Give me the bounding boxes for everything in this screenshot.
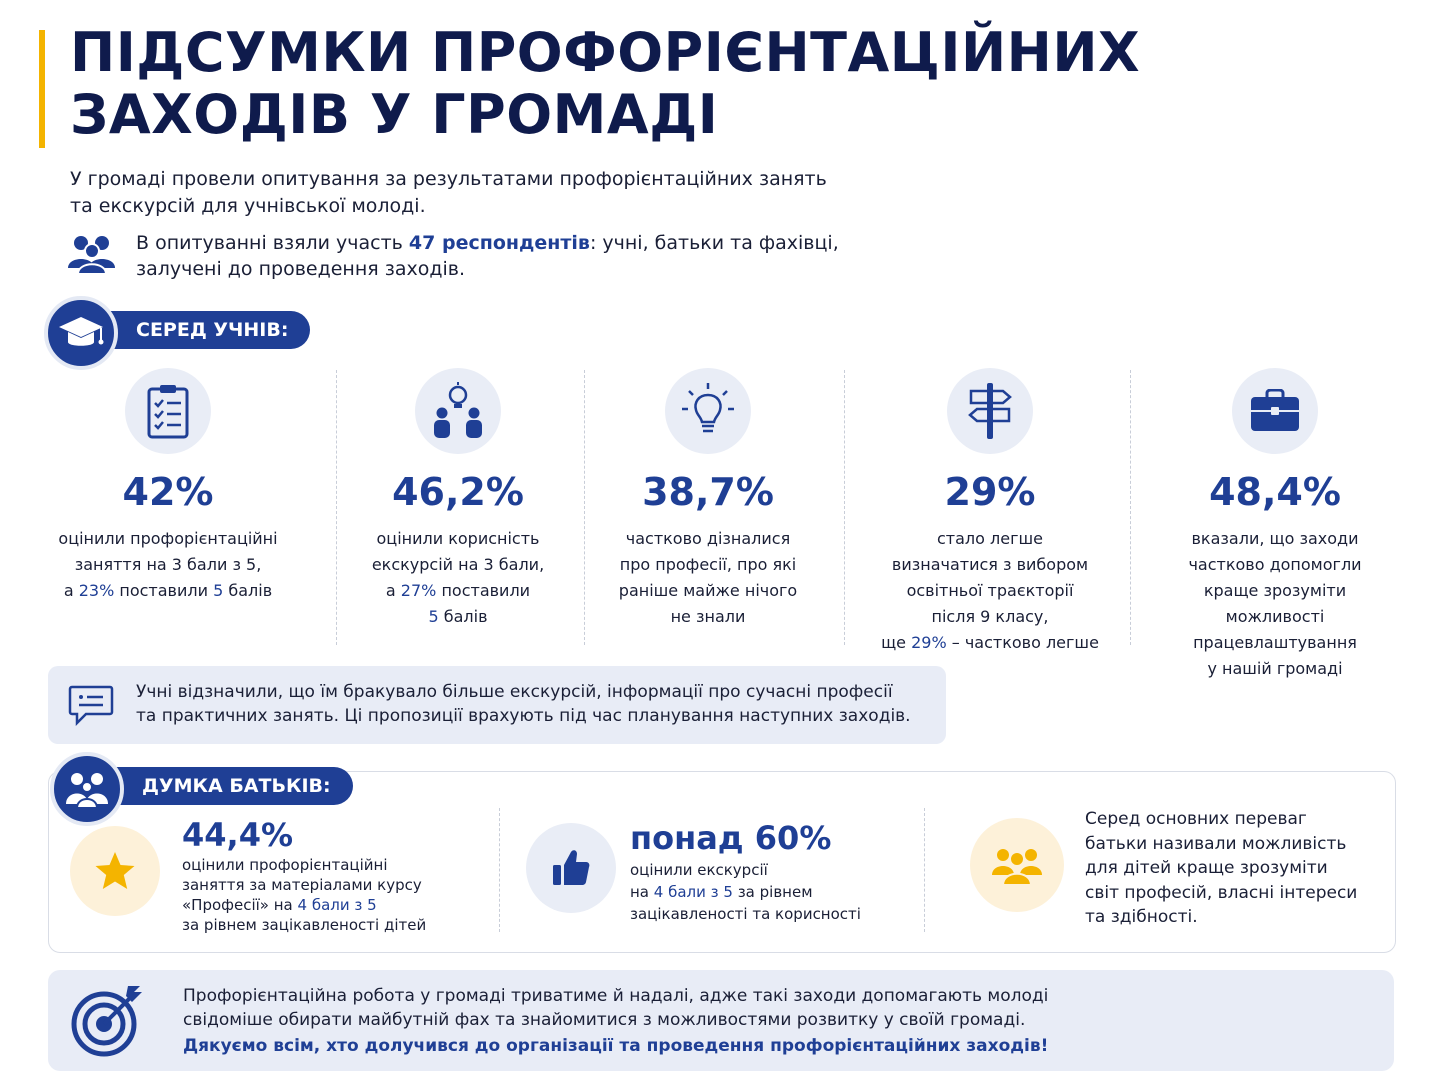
graduation-cap-icon bbox=[44, 296, 118, 370]
note-text bbox=[136, 680, 936, 728]
group-icon bbox=[970, 818, 1064, 912]
stat-line: частково дізналися bbox=[625, 529, 791, 548]
students-stat-1 bbox=[48, 368, 288, 604]
stat-highlight: 29% bbox=[911, 633, 947, 652]
respondents-icon bbox=[66, 234, 118, 274]
stat-description bbox=[596, 526, 820, 630]
stat-highlight: 27% bbox=[400, 581, 437, 600]
stat-line: не знали bbox=[670, 607, 746, 626]
parents-value-prefix: понад bbox=[630, 819, 755, 857]
title-line-1: ПІДСУМКИ ПРОФОРІЄНТАЦІЙНИХ bbox=[70, 21, 1141, 84]
parents-section-label: ДУМКА БАТЬКІВ: bbox=[94, 767, 353, 805]
lightbulb-icon bbox=[665, 368, 751, 454]
respondents-post: : учні, батьки та фахівці, bbox=[589, 232, 839, 254]
stat-line: частково допомогли bbox=[1188, 555, 1362, 574]
chat-bubble-icon bbox=[68, 684, 114, 726]
parents-stat-1-value: 44,4% bbox=[182, 816, 294, 854]
parents-highlight: 4 бали з 5 bbox=[297, 896, 377, 914]
stat-line: екскурсій на 3 бали, bbox=[371, 555, 545, 574]
stat-line: стало легше bbox=[937, 529, 1043, 548]
parents-stat-2-value bbox=[630, 818, 831, 858]
parents-stat-2-text bbox=[630, 859, 910, 925]
stat-line: балів bbox=[223, 581, 273, 600]
stat-description bbox=[344, 526, 572, 630]
students-feedback-note bbox=[48, 666, 946, 744]
students-stat-5 bbox=[1160, 368, 1390, 682]
students-stat-3 bbox=[596, 368, 820, 630]
note-line-1: Учні відзначили, що їм бракувало більше екскурсій, інформації про сучасні професії bbox=[136, 682, 893, 702]
checklist-icon bbox=[125, 368, 211, 454]
students-section-label: СЕРЕД УЧНІВ: bbox=[88, 311, 310, 349]
intro-line-2: та екскурсій для учнівської молоді. bbox=[70, 195, 426, 217]
intro-text bbox=[70, 166, 890, 220]
respondents-text bbox=[136, 230, 896, 282]
stat-line: вказали, що заходи bbox=[1191, 529, 1359, 548]
people-idea-icon bbox=[415, 368, 501, 454]
stat-description bbox=[48, 526, 288, 604]
students-stat-2 bbox=[344, 368, 572, 630]
note-line-2: та практичних занять. Ці пропозиції врахують під час планування наступних заходів. bbox=[136, 706, 911, 726]
divider bbox=[499, 808, 500, 932]
stat-value: 42% bbox=[122, 470, 214, 514]
stat-line: визначатися з вибором bbox=[891, 555, 1089, 574]
stat-line: поставили bbox=[436, 581, 531, 600]
parents-line: «Професії» на bbox=[182, 896, 298, 914]
target-icon bbox=[70, 982, 146, 1060]
stat-line: після 9 класу, bbox=[931, 607, 1049, 626]
stat-line: ще bbox=[881, 633, 912, 652]
stat-value: 38,7% bbox=[642, 470, 774, 514]
stat-line: а bbox=[385, 581, 401, 600]
title-line-2: ЗАХОДІВ У ГРОМАДІ bbox=[70, 83, 719, 146]
parents-line: для дітей краще зрозуміти bbox=[1085, 858, 1328, 878]
stat-line: – частково легше bbox=[946, 633, 1099, 652]
divider bbox=[584, 370, 585, 645]
footer-text bbox=[183, 984, 1363, 1032]
stat-line: заняття на 3 бали з 5, bbox=[74, 555, 262, 574]
thumbs-up-icon bbox=[526, 823, 616, 913]
parents-line: за рівнем зацікавленості дітей bbox=[182, 916, 427, 934]
stat-line: раніше майже нічого bbox=[618, 581, 798, 600]
briefcase-icon bbox=[1232, 368, 1318, 454]
stat-value: 29% bbox=[944, 470, 1036, 514]
stat-line: освітньої траєкторії bbox=[906, 581, 1074, 600]
stat-line: поставили bbox=[114, 581, 214, 600]
stat-line: оцінили профорієнтаційні bbox=[58, 529, 278, 548]
parents-line: Серед основних переваг bbox=[1085, 809, 1307, 829]
stat-highlight: 5 bbox=[428, 607, 439, 626]
page-title bbox=[70, 22, 1140, 146]
stat-description bbox=[858, 526, 1122, 656]
parents-line: світ професій, власні інтереси bbox=[1085, 882, 1358, 903]
parents-line: заняття за матеріалами курсу bbox=[182, 876, 422, 894]
divider bbox=[924, 808, 925, 932]
parents-icon bbox=[50, 752, 124, 826]
divider bbox=[844, 370, 845, 645]
footer-box bbox=[48, 970, 1394, 1071]
divider bbox=[336, 370, 337, 645]
parents-stat-3-text bbox=[1085, 807, 1385, 930]
stat-line: можливості bbox=[1225, 607, 1325, 626]
respondents-count: 47 респондентів bbox=[408, 232, 590, 254]
footer-line-1: Профорієнтаційна робота у громаді триватиме й надалі, адже такі заходи допомагають молоді bbox=[183, 986, 1049, 1006]
parents-highlight: 4 бали з 5 bbox=[653, 883, 733, 901]
respondents-pre: В опитуванні взяли участь bbox=[136, 232, 409, 254]
intro-line-1: У громаді провели опитування за результатами профорієнтаційних занять bbox=[70, 168, 827, 190]
footer-line-2: свідоміше обирати майбутній фах та знайомитися з можливостями розвитку у своїй громаді. bbox=[183, 1010, 1026, 1030]
parents-line: на bbox=[630, 883, 654, 901]
stat-highlight: 23% bbox=[78, 581, 115, 600]
signpost-icon bbox=[947, 368, 1033, 454]
stat-line: про професії, про які bbox=[619, 555, 797, 574]
stat-line: а bbox=[63, 581, 79, 600]
parents-stat-1-text bbox=[182, 855, 472, 935]
stat-description bbox=[1160, 526, 1390, 682]
star-icon bbox=[70, 826, 160, 916]
parents-line: за рівнем bbox=[732, 883, 813, 901]
parents-line: оцінили профорієнтаційні bbox=[182, 856, 388, 874]
title-accent-bar bbox=[39, 30, 45, 148]
divider bbox=[1130, 370, 1131, 645]
stat-line: оцінили корисність bbox=[376, 529, 540, 548]
parents-value: 60% bbox=[754, 819, 832, 857]
footer-thanks: Дякуємо всім, хто долучився до організації та проведення профорієнтаційних заходів! bbox=[183, 1036, 1049, 1056]
parents-line: батьки називали можливість bbox=[1085, 833, 1347, 854]
stat-line: у нашій громаді bbox=[1207, 659, 1343, 678]
stat-value: 48,4% bbox=[1209, 470, 1341, 514]
parents-line: та здібності. bbox=[1085, 907, 1198, 927]
stat-line: краще зрозуміти bbox=[1203, 581, 1347, 600]
stat-value: 46,2% bbox=[392, 470, 524, 514]
stat-line: балів bbox=[438, 607, 488, 626]
parents-line: оцінили екскурсії bbox=[630, 861, 768, 879]
stat-highlight: 5 bbox=[213, 581, 224, 600]
stat-line: працевлаштування bbox=[1193, 633, 1357, 652]
students-stat-4 bbox=[858, 368, 1122, 656]
parents-line: зацікавленості та корисності bbox=[630, 905, 861, 923]
respondents-line-2: залучені до проведення заходів. bbox=[136, 258, 465, 280]
